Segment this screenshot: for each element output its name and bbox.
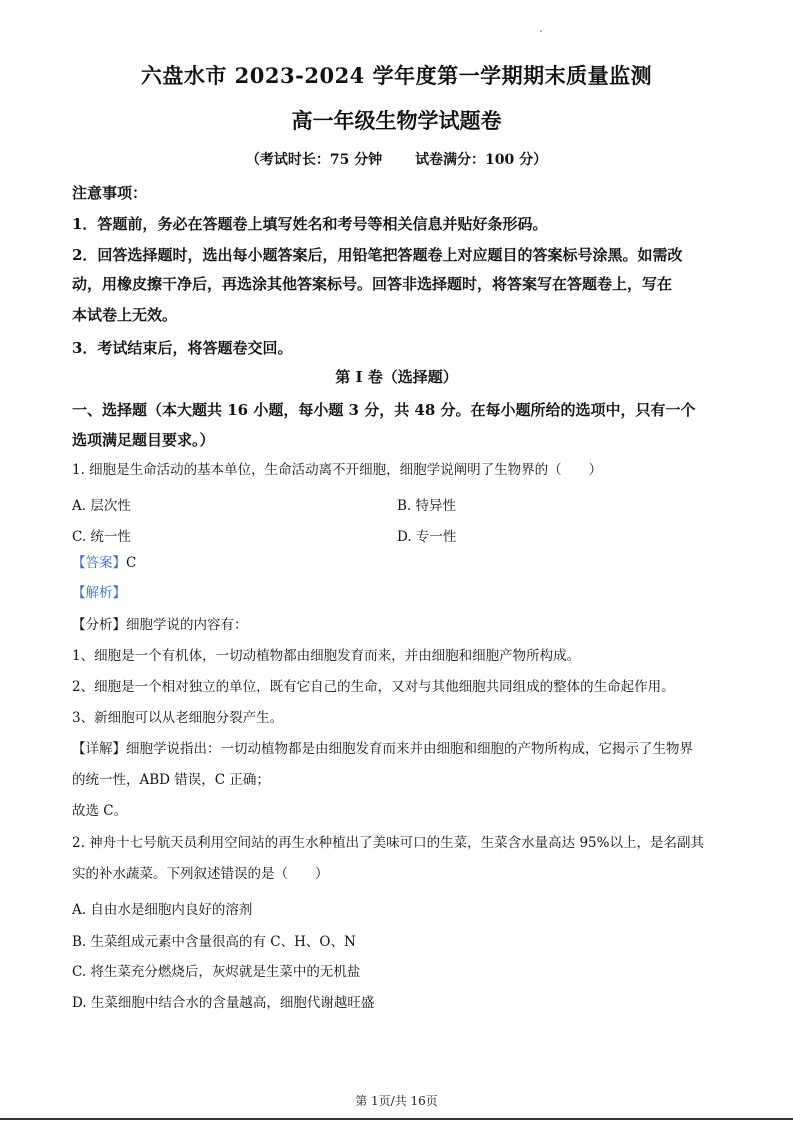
part-heading-line-2: 选项满足题目要求。） <box>72 431 215 449</box>
question-2-option-c: C. 将生菜充分燃烧后，灰烬就是生菜中的无机盐 <box>72 964 361 980</box>
analysis-heading: 【分析】细胞学说的内容有： <box>72 617 248 633</box>
notice-item-2-line-2: 动，用橡皮擦干净后，再选涂其他答案标号。回答非选择题时，将答案写在答题卷上，写在 <box>72 275 673 293</box>
question-1-option-b: B. 特异性 <box>397 498 457 514</box>
exam-duration: （考试时长：75 分钟 <box>245 152 383 168</box>
notice-heading: 注意事项： <box>72 184 148 202</box>
question-1-option-a: A. 层次性 <box>72 498 131 514</box>
question-2-option-a: A. 自由水是细胞内良好的溶剂 <box>72 902 253 918</box>
answer-value: C <box>126 555 137 571</box>
footer-divider <box>0 1118 793 1120</box>
analysis-point-1: 1、细胞是一个有机体，一切动植物都由细胞发育而来，并由细胞和细胞产物所构成。 <box>72 648 581 664</box>
answer-tag: 【答案】 <box>72 555 126 571</box>
detail-line-1: 【详解】细胞学说指出：一切动植物都是由细胞发育而来并由细胞和细胞的产物所构成，它揭示了生物界 <box>72 741 693 757</box>
notice-item-2-line-1: 2．回答选择题时，选出每小题答案后，用铅笔把答题卷上对应题目的答案标号涂黑。如需改 <box>72 246 683 264</box>
exam-subject-title: 高一年级生物学试题卷 <box>291 108 502 133</box>
question-1-answer <box>72 549 724 578</box>
analysis-point-2: 2、细胞是一个相对独立的单位，既有它自己的生命，又对与其他细胞共同组成的整体的生命起作用。 <box>72 679 675 695</box>
analysis-tag: 【解析】 <box>72 585 126 601</box>
part-heading <box>72 395 722 455</box>
notice-item-1: 1．答题前，务必在答题卷上填写姓名和考号等相关信息并贴好条形码。 <box>72 215 548 233</box>
exam-title: 六盘水市 2023-2024 学年度第一学期期末质量监测 <box>140 63 653 88</box>
exam-info <box>0 149 793 169</box>
notice-item-3: 3．考试结束后，将答题卷交回。 <box>72 339 293 357</box>
scan-speck <box>540 30 542 32</box>
detail-line-2: 的统一性，ABD 错误，C 正确； <box>72 772 270 788</box>
question-2-stem-line-2: 实的补水蔬菜。下列叙述错误的是（ ） <box>72 866 329 882</box>
analysis-point-3: 3、新细胞可以从老细胞分裂产生。 <box>72 710 284 726</box>
question-2-option-b: B. 生菜组成元素中含量很高的有 C、H、O、N <box>72 934 356 950</box>
notice-item-2-line-3: 本试卷上无效。 <box>72 306 178 324</box>
exam-full-score: 试卷满分：100 分） <box>415 152 548 168</box>
detail-conclusion: 故选 C。 <box>72 803 128 819</box>
question-1-option-c: C. 统一性 <box>72 529 131 545</box>
question-1-option-d: D. 专一性 <box>397 529 457 545</box>
page-number: 第 1页/共 16页 <box>355 1094 438 1108</box>
question-2-stem-line-1: 2. 神舟十七号航天员利用空间站的再生水种植出了美味可口的生菜，生菜含水量高达 95%以上，是名副其 <box>72 835 704 851</box>
question-2-option-d: D. 生菜细胞中结合水的含量越高，细胞代谢越旺盛 <box>72 995 375 1011</box>
question-1-stem: 1. 细胞是生命活动的基本单位，生命活动离不开细胞，细胞学说阐明了生物界的（ ） <box>72 462 603 478</box>
volume-title: 第 I 卷（选择题） <box>335 368 458 386</box>
part-heading-line-1: 一、选择题（本大题共 16 小题，每小题 3 分，共 48 分。在每小题所给的选项中，只有一个 <box>72 401 696 419</box>
